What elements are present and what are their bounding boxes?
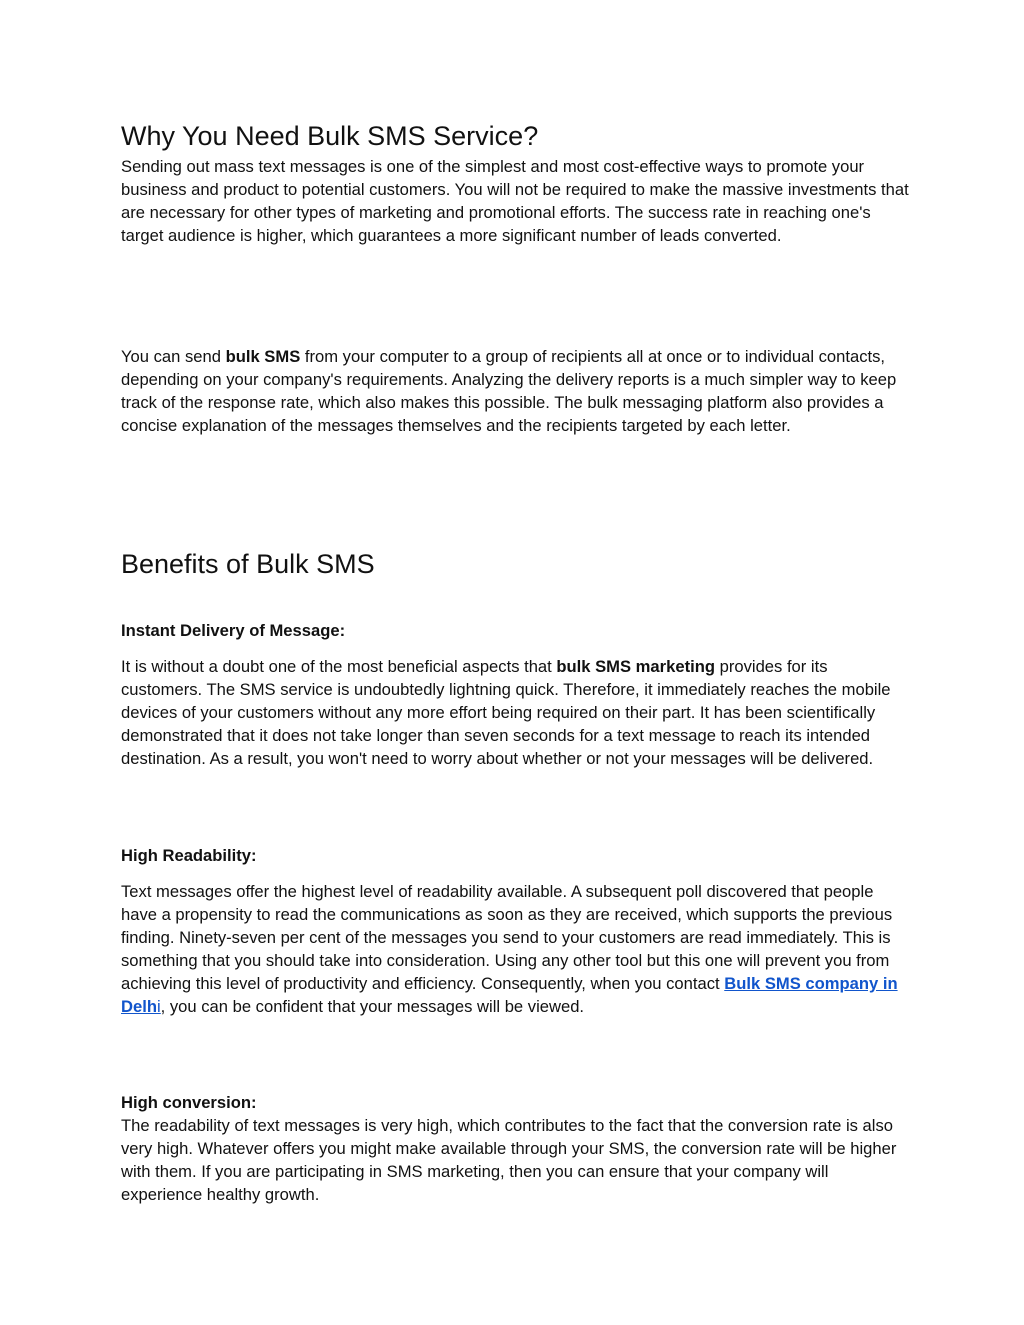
bold-keyword-bulk-sms: bulk SMS	[225, 347, 301, 366]
paragraph-text: , you can be confident that your messages will be viewed.	[160, 997, 585, 1016]
section-heading-benefits: Benefits of Bulk SMS	[121, 549, 375, 579]
bold-keyword-bulk-sms-marketing: bulk SMS marketing	[556, 657, 715, 676]
paragraph-text: It is without a doubt one of the most beneficial aspects that	[121, 657, 557, 676]
subheading-instant-delivery: Instant Delivery of Message:	[121, 621, 346, 640]
paragraph-text: Text messages offer the highest level of readability available. A subsequent poll discovered that people have a propensity to read the communications as soon as they are received, which supports the previous finding. Ninety-seven per cent of the messages you send to your customers are read immediately. This is something that you should take into consideration. Using any other tool but this one will prevent you from achieving this level of productivity and efficiency. Consequently, when you contact	[121, 882, 893, 993]
link-text-tail[interactable]: i	[156, 997, 161, 1016]
paragraph-text: You can send	[121, 347, 226, 366]
paragraph-text: provides for its customers. The SMS service is undoubtedly lightning quick. Therefore, it immediately reaches the mobile devices of your customers without any more effort being required on their part. It has been scientifically demonstrated that it does not take longer than seven seconds for a text message to reach its intended destination. As a result, you won't need to worry about whether or not your messages will be delivered.	[121, 657, 891, 768]
paragraph-intro: Sending out mass text messages is one of the simplest and most cost-effective ways to promote your business and product to potential customers. You will not be required to make the massive investments that are necessary for other types of marketing and promotional efforts. The success rate in reaching one's target audience is higher, which guarantees a more significant number of leads converted.	[121, 157, 909, 245]
paragraph-text: from your computer to a group of recipients all at once or to individual contacts, depending on your company's requirements. Analyzing the delivery reports is a much simpler way to keep track of the response rate, which also makes this possible. The bulk messaging platform also provides a concise explanation of the messages themselves and the recipients targeted by each letter.	[121, 347, 897, 435]
subheading-high-readability: High Readability:	[121, 846, 257, 865]
paragraph-high-conversion: The readability of text messages is very high, which contributes to the fact that the conversion rate is also very high. Whatever offers you might make available through your SMS, the conversion rate will be higher with them. If you are participating in SMS marketing, then you can ensure that your company will experience healthy growth.	[121, 1116, 897, 1204]
subheading-high-conversion: High conversion:	[121, 1093, 257, 1112]
link-text[interactable]: Bulk SMS company in Delh	[121, 974, 898, 1016]
paragraph-high-readability	[121, 880, 911, 1018]
paragraph-instant-delivery	[121, 655, 911, 770]
paragraph-send-bulk-sms	[121, 345, 911, 437]
section-heading-why-bulk-sms: Why You Need Bulk SMS Service?	[121, 121, 539, 151]
